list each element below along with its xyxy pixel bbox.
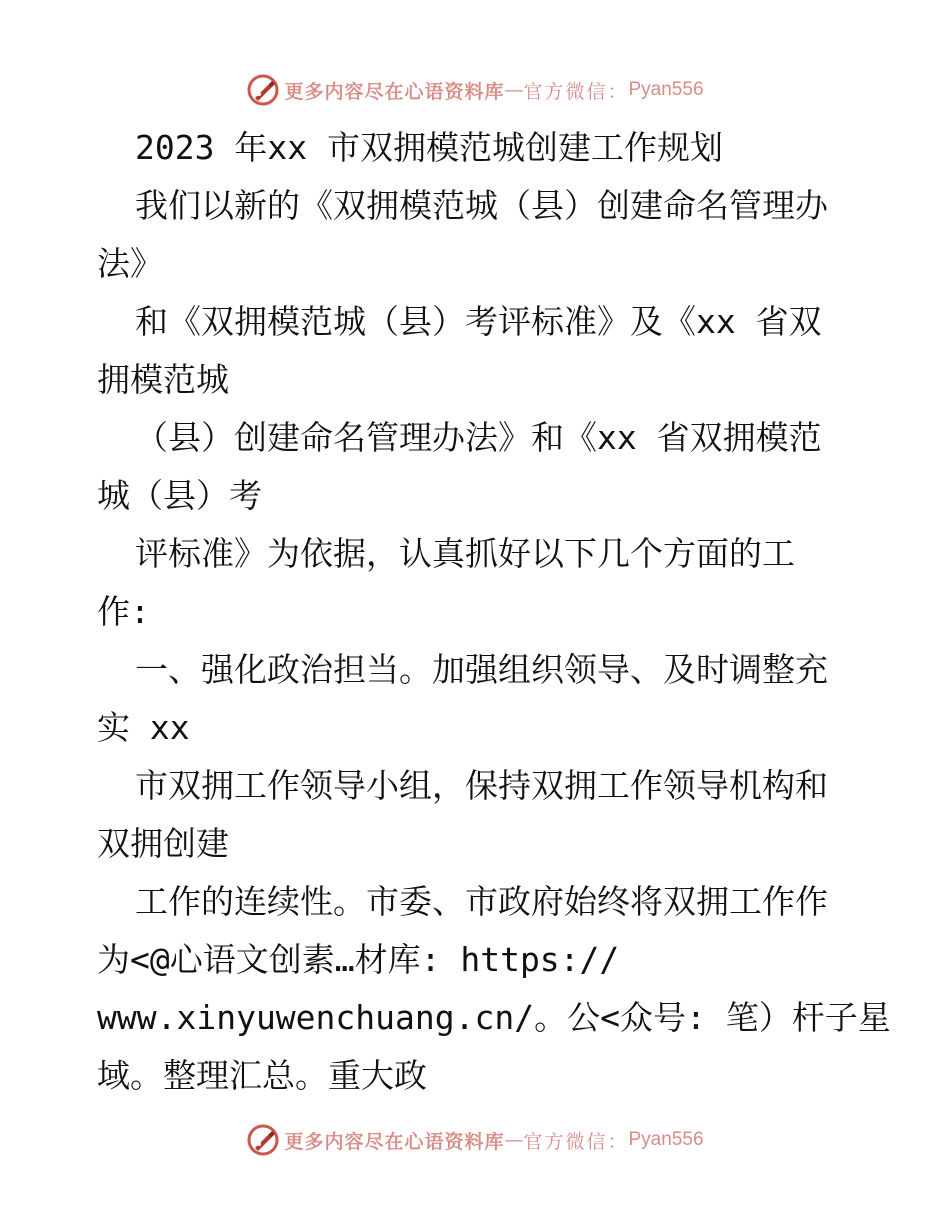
footer-banner bbox=[0, 1120, 950, 1160]
header-banner bbox=[0, 70, 950, 110]
text-line: 拥模范城 bbox=[97, 360, 229, 399]
banner-wechat-id: Pyan556 bbox=[628, 79, 704, 100]
text-line: 一、强化政治担当。加强组织领导、及时调整充 bbox=[135, 650, 828, 689]
text-line: 工作的连续性。市委、市政府始终将双拥工作作 bbox=[135, 882, 828, 921]
text-line: （县）创建命名管理办法》和《xx 省双拥模范 bbox=[135, 418, 822, 457]
banner-wechat-label: 官方微信： bbox=[523, 80, 629, 103]
text-line: 作: bbox=[97, 592, 150, 631]
text-line: 实 xx bbox=[97, 708, 190, 747]
pen-logo-icon bbox=[246, 73, 280, 107]
banner-slogan: 更多内容尽在心语资料库 bbox=[284, 80, 505, 103]
text-line: 域。整理汇总。重大政 bbox=[97, 1056, 427, 1095]
banner-wechat-id: Pyan556 bbox=[628, 1129, 704, 1150]
text-line: 城（县）考 bbox=[97, 476, 262, 515]
text-line: 双拥创建 bbox=[97, 824, 229, 863]
banner-slogan: 更多内容尽在心语资料库 bbox=[284, 1130, 505, 1153]
text-line: 和《双拥模范城（县）考评标准》及《xx 省双 bbox=[135, 302, 822, 341]
pen-logo-icon bbox=[246, 1123, 280, 1157]
text-line: 为<@心语文创素…材库: https:// bbox=[97, 940, 620, 979]
document-body bbox=[97, 119, 891, 1105]
text-line: 法》 bbox=[97, 244, 163, 283]
text-line: 评标准》为依据，认真抓好以下几个方面的工 bbox=[135, 534, 795, 573]
text-line: 市双拥工作领导小组，保持双拥工作领导机构和 bbox=[135, 766, 828, 805]
text-line: 我们以新的《双拥模范城（县）创建命名管理办 bbox=[135, 186, 828, 225]
text-line: 2023 年xx 市双拥模范城创建工作规划 bbox=[135, 128, 723, 167]
banner-separator: — bbox=[504, 79, 524, 101]
text-line: www.xinyuwenchuang.cn/。公<众号: 笔）杆子星 bbox=[97, 998, 891, 1037]
banner-wechat-label: 官方微信： bbox=[523, 1130, 629, 1153]
banner-separator: — bbox=[504, 1129, 524, 1151]
